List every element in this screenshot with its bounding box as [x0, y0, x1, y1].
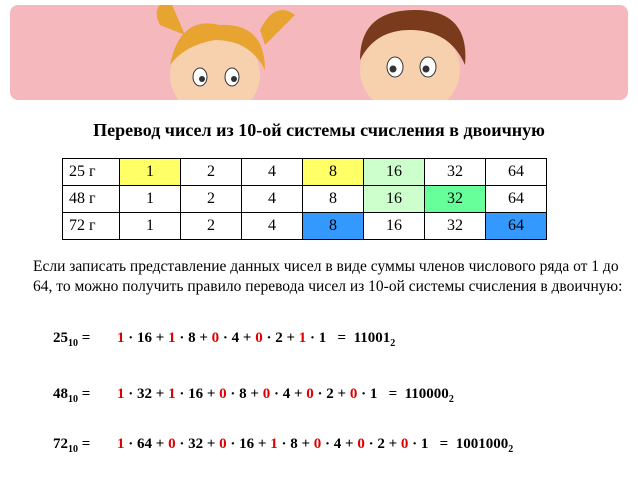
table-cell: 8	[303, 213, 364, 240]
table-cell: 16	[364, 159, 425, 186]
page-title: Перевод чисел из 10-ой системы счисления в двоичную	[93, 120, 545, 140]
binary-digit: 1	[117, 386, 125, 402]
table-cell: 4	[242, 213, 303, 240]
row-label: 25 г	[63, 159, 120, 186]
equation: $48_{10} = 1 \cdot 32 + 1 \cdot 16 + 0 \cdot 8 + 0 \cdot 4 + 0 \cdot 2 + 0 \cdot 1 = 110000_2$	[53, 386, 454, 405]
binary-digit: 1	[298, 330, 307, 346]
table-row	[63, 213, 547, 240]
binary-digit: 0	[400, 436, 409, 452]
table-cell: 2	[181, 213, 242, 240]
binary-digit: 0	[306, 386, 314, 402]
table-cell: 1	[120, 213, 181, 240]
binary-digit: 1	[270, 436, 278, 452]
binary-digit: 0	[255, 330, 263, 346]
table-cell: 4	[242, 159, 303, 186]
equation-result: = $11001_2$	[326, 330, 396, 349]
binary-digit: 1	[168, 386, 176, 402]
table-cell: 2	[181, 186, 242, 213]
equation-result: = $110000_2$	[377, 386, 454, 405]
table-cell: 8	[303, 186, 364, 213]
binary-digit: 0	[357, 436, 365, 452]
table-row	[63, 186, 547, 213]
table-cell: 64	[486, 213, 547, 240]
row-label: 72 г	[63, 213, 120, 240]
header-banner	[10, 5, 628, 100]
binary-digit: 1	[117, 436, 125, 452]
table-cell: 32	[425, 159, 486, 186]
table-cell: 16	[364, 186, 425, 213]
binary-digit: 0	[262, 386, 271, 402]
equation: $72_{10} = 1 \cdot 64 + 0 \cdot 32 + 0 \cdot 16 + 1 \cdot 8 + 0 \cdot 4 + 0 \cdot 2 + 0 \cdot 1 = 1001000_2$	[53, 436, 514, 455]
binary-table	[62, 158, 547, 240]
equation-lhs: $72_{10}$ =	[53, 436, 91, 455]
table-row	[63, 159, 547, 186]
table-cell: 32	[425, 186, 486, 213]
equation: $25_{10} = 1 \cdot 16 + 1 \cdot 8 + 0 \cdot 4 + 0 \cdot 2 + 1 \cdot 1 = 11001_2$	[53, 330, 396, 349]
binary-digit: 0	[211, 330, 220, 346]
explanation-text: Если записать представление данных чисел в виде суммы членов числового ряда от 1 до 64, то можно получить правило перевода чисел из 10-ой системы счисления в двоичную:	[33, 258, 623, 295]
binary-digit: 0	[313, 436, 322, 452]
table-cell: 32	[425, 213, 486, 240]
table-cell: 16	[364, 213, 425, 240]
children-illustration	[10, 5, 628, 100]
table-cell: 64	[486, 159, 547, 186]
binary-digit: 0	[349, 386, 358, 402]
equation-result: = $1001000_2$	[428, 436, 514, 455]
table-cell: 1	[120, 186, 181, 213]
binary-digit: 0	[219, 436, 227, 452]
equation-lhs: $48_{10}$ =	[53, 386, 91, 405]
table-cell: 64	[486, 186, 547, 213]
table-cell: 2	[181, 159, 242, 186]
equation-lhs: $25_{10}$ =	[53, 330, 91, 349]
girl-pigtail-right	[260, 10, 295, 45]
table-cell: 4	[242, 186, 303, 213]
girl-pigtail-left	[157, 5, 185, 35]
binary-digit: 1	[168, 330, 176, 346]
binary-digit: 1	[117, 330, 125, 346]
binary-digit: 0	[168, 436, 176, 452]
table-cell: 1	[120, 159, 181, 186]
table-cell: 8	[303, 159, 364, 186]
row-label: 48 г	[63, 186, 120, 213]
binary-digit: 0	[219, 386, 227, 402]
